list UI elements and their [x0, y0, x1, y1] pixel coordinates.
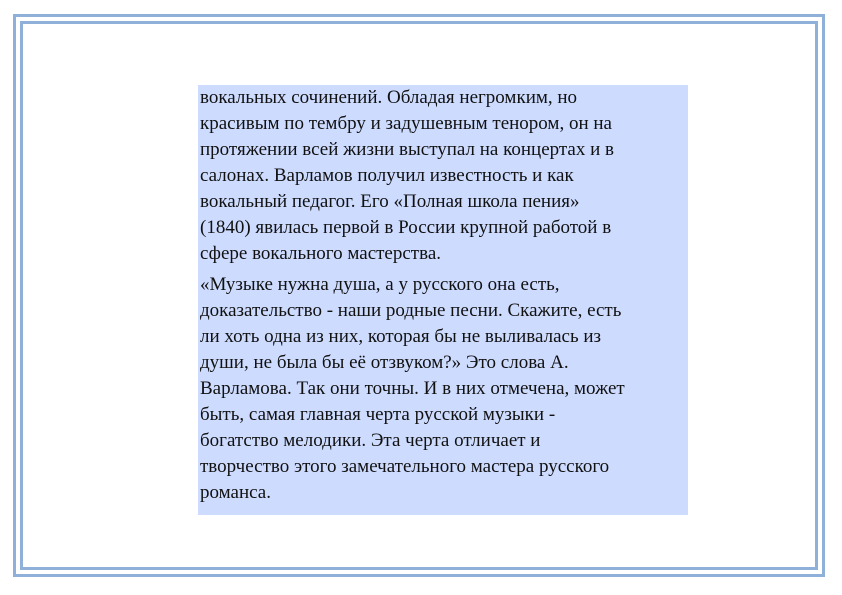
text-line: (1840) явилась первой в России крупной работой в [200, 217, 612, 238]
text-line: красивым по тембру и задушевным тенором, он на [200, 113, 612, 134]
text-line: салонах. Варламов получил известность и как [200, 165, 574, 186]
text-line: «Музыке нужна душа, а у русского она есть, [200, 274, 560, 295]
text-line: творчество этого замечательного мастера русского [200, 456, 610, 477]
text-line: вокальный педагог. Его «Полная школа пения» [200, 191, 580, 212]
text-line: богатство мелодики. Эта черта отличает и [200, 430, 541, 451]
text-line: души, не была бы её отзвуком?» Это слова А. [200, 352, 569, 373]
text-line: сфере вокального мастерства. [200, 243, 441, 264]
text-line: доказательство - наши родные песни. Скажите, есть [200, 300, 622, 321]
paragraph-biography [200, 85, 686, 267]
text-block [198, 85, 688, 515]
text-line: Варламова. Так они точны. И в них отмечена, может [200, 378, 625, 399]
paragraph-quote [200, 272, 686, 506]
text-line: романса. [200, 482, 271, 503]
text-line: быть, самая главная черта русской музыки - [200, 404, 556, 425]
text-line: протяжении всей жизни выступал на концертах и в [200, 139, 615, 160]
text-line: ли хоть одна из них, которая бы не выливалась из [200, 326, 602, 347]
text-line: вокальных сочинений. Обладая негромким, но [200, 87, 578, 108]
